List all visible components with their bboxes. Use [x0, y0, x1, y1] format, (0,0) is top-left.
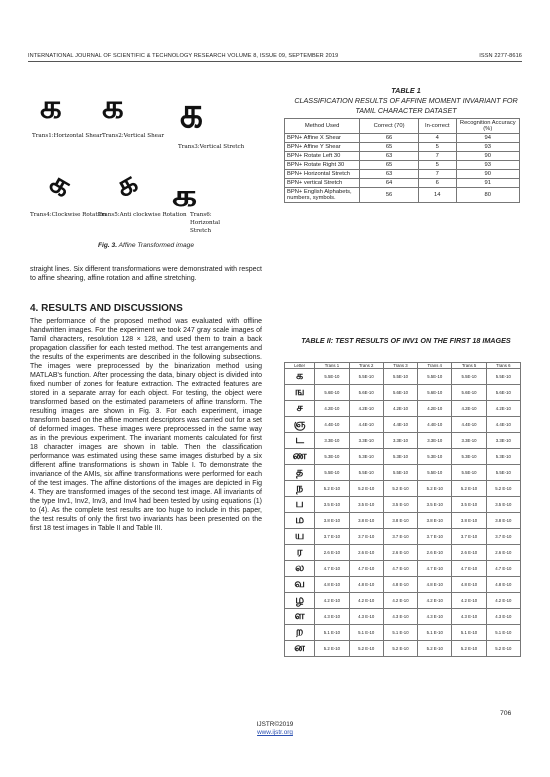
value-cell: 90: [456, 152, 519, 161]
table-row: [285, 481, 521, 497]
table-row: [285, 449, 521, 465]
moment-value-cell: 5.6E-10: [349, 385, 383, 401]
method-cell: BPN+ English Alphabets, numbers, symbols.: [285, 188, 360, 203]
moment-value-cell: 5.2 E-10: [315, 481, 349, 497]
moment-value-cell: 5.5E-10: [315, 369, 349, 385]
letter-cell: ம: [285, 513, 315, 529]
moment-value-cell: 5.2 E-10: [452, 481, 486, 497]
moment-value-cell: 2.6 E-10: [383, 545, 417, 561]
letter-cell: ஞ: [285, 417, 315, 433]
moment-value-cell: 4.2 E-10: [452, 593, 486, 609]
table-row: [285, 143, 520, 152]
table2-header-cell: Trans 2: [349, 363, 383, 369]
letter-cell: ங: [285, 385, 315, 401]
moment-value-cell: 5.1 E-10: [315, 625, 349, 641]
moment-value-cell: 5.2 E-10: [486, 641, 520, 657]
figure-affine-transformed: [30, 87, 262, 237]
moment-value-cell: 5.2 E-10: [452, 641, 486, 657]
moment-value-cell: 5.2 E-10: [418, 641, 452, 657]
moment-value-cell: 5.3E-10: [315, 449, 349, 465]
moment-value-cell: 5.1 E-10: [418, 625, 452, 641]
moment-value-cell: 5.2 E-10: [315, 641, 349, 657]
table-row: [285, 161, 520, 170]
moment-value-cell: 4.2 E-10: [418, 593, 452, 609]
letter-cell: ட: [285, 433, 315, 449]
moment-value-cell: 5.5E-10: [349, 465, 383, 481]
method-cell: BPN+ vertical Stretch: [285, 179, 360, 188]
moment-value-cell: 5.2 E-10: [349, 641, 383, 657]
moment-value-cell: 4.4E-10: [452, 417, 486, 433]
table2-header-cell: Trans 3: [383, 363, 417, 369]
letter-cell: ல: [285, 561, 315, 577]
table1-label: TABLE 1: [391, 86, 421, 95]
moment-value-cell: 3.8 E-10: [486, 513, 520, 529]
letter-cell: வ: [285, 577, 315, 593]
moment-value-cell: 5.5E-10: [315, 465, 349, 481]
moment-value-cell: 4.8 E-10: [315, 577, 349, 593]
letter-cell: ச: [285, 401, 315, 417]
moment-value-cell: 2.6 E-10: [486, 545, 520, 561]
running-header: [28, 53, 522, 59]
table-row: [285, 385, 521, 401]
page-footer: [0, 721, 550, 737]
header-rule: [28, 61, 522, 62]
moment-value-cell: 4.8 E-10: [418, 577, 452, 593]
moment-value-cell: 4.2E-10: [486, 401, 520, 417]
value-cell: 80: [456, 188, 519, 203]
moment-value-cell: 5.3E-10: [452, 449, 486, 465]
moment-value-cell: 5.1 E-10: [383, 625, 417, 641]
copyright: IJSTR©2019: [256, 721, 294, 728]
moment-value-cell: 5.6E-10: [383, 385, 417, 401]
moment-value-cell: 3.7 E-10: [486, 529, 520, 545]
figure-caption: [30, 242, 262, 249]
tamil-glyph-trans6: க: [172, 179, 198, 214]
value-cell: 6: [418, 179, 456, 188]
moment-value-cell: 5.5E-10: [486, 465, 520, 481]
value-cell: 94: [456, 134, 519, 143]
letter-cell: ண: [285, 449, 315, 465]
value-cell: 90: [456, 170, 519, 179]
letter-cell: த: [285, 465, 315, 481]
table2-header-cell: Trans 4: [418, 363, 452, 369]
label-clockwise-rotation: Trans4:Clockwise Rotation: [30, 212, 107, 218]
label-vertical-shear: Trans2:Vertical Shear: [102, 133, 164, 139]
table-row: [285, 513, 521, 529]
issn: ISSN 2277-8616: [479, 53, 522, 59]
moment-value-cell: 4.2E-10: [383, 401, 417, 417]
moment-value-cell: 3.5 E-10: [349, 497, 383, 513]
table2: [284, 362, 521, 657]
table-row: [285, 497, 521, 513]
moment-value-cell: 4.2E-10: [315, 401, 349, 417]
moment-value-cell: 5.3E-10: [486, 449, 520, 465]
letter-cell: ன: [285, 641, 315, 657]
moment-value-cell: 5.2 E-10: [349, 481, 383, 497]
moment-value-cell: 5.5E-10: [486, 369, 520, 385]
value-cell: 7: [418, 170, 456, 179]
value-cell: 4: [418, 134, 456, 143]
moment-value-cell: 5.6E-10: [315, 385, 349, 401]
value-cell: 93: [456, 143, 519, 152]
journal-url[interactable]: www.ijstr.org: [257, 729, 293, 736]
moment-value-cell: 3.3E-10: [349, 433, 383, 449]
label-anticlockwise-rotation: Trans5:Anti clockwise Rotation: [98, 212, 187, 218]
moment-value-cell: 5.2 E-10: [418, 481, 452, 497]
table-row: [285, 529, 521, 545]
table1-heading: [290, 86, 522, 116]
moment-value-cell: 5.6E-10: [418, 385, 452, 401]
moment-value-cell: 4.7 E-10: [418, 561, 452, 577]
table1-header-row: [285, 119, 520, 134]
moment-value-cell: 4.4E-10: [383, 417, 417, 433]
moment-value-cell: 4.4E-10: [349, 417, 383, 433]
value-cell: 93: [456, 161, 519, 170]
moment-value-cell: 4.2 E-10: [315, 593, 349, 609]
table-row: [285, 401, 521, 417]
moment-value-cell: 3.5 E-10: [452, 497, 486, 513]
moment-value-cell: 5.1 E-10: [349, 625, 383, 641]
moment-value-cell: 4.2E-10: [418, 401, 452, 417]
table-row: [285, 152, 520, 161]
letter-cell: ய: [285, 529, 315, 545]
label-vertical-stretch: Trans3:Vertical Stretch: [178, 144, 245, 150]
value-cell: 7: [418, 152, 456, 161]
moment-value-cell: 4.7 E-10: [486, 561, 520, 577]
moment-value-cell: 5.6E-10: [486, 385, 520, 401]
table-row: [285, 577, 521, 593]
moment-value-cell: 3.3E-10: [418, 433, 452, 449]
moment-value-cell: 5.5E-10: [452, 369, 486, 385]
value-cell: 65: [360, 143, 419, 152]
moment-value-cell: 3.3E-10: [383, 433, 417, 449]
table2-body: [285, 369, 521, 657]
moment-value-cell: 4.3 E-10: [383, 609, 417, 625]
figure-caption-text: Affine Transformed image: [118, 242, 195, 249]
moment-value-cell: 4.7 E-10: [452, 561, 486, 577]
value-cell: 5: [418, 143, 456, 152]
tamil-glyph-trans4: க: [43, 164, 78, 205]
table-row: [285, 593, 521, 609]
moment-value-cell: 5.3E-10: [349, 449, 383, 465]
moment-value-cell: 4.4E-10: [418, 417, 452, 433]
moment-value-cell: 2.6 E-10: [418, 545, 452, 561]
moment-value-cell: 3.8 E-10: [315, 513, 349, 529]
moment-value-cell: 4.7 E-10: [349, 561, 383, 577]
journal-title: INTERNATIONAL JOURNAL OF SCIENTIFIC & TECHNOLOGY RESEARCH VOLUME 8, ISSUE 09, SEPTEMBER 2019: [28, 53, 339, 59]
value-cell: 63: [360, 170, 419, 179]
table-row: [285, 625, 521, 641]
moment-value-cell: 4.7 E-10: [383, 561, 417, 577]
moment-value-cell: 2.6 E-10: [315, 545, 349, 561]
moment-value-cell: 4.2E-10: [349, 401, 383, 417]
table2-header-cell: Letter: [285, 363, 315, 369]
moment-value-cell: 5.2 E-10: [486, 481, 520, 497]
table1: [284, 118, 520, 203]
page-number: 706: [500, 710, 512, 717]
value-cell: 66: [360, 134, 419, 143]
moment-value-cell: 4.2E-10: [452, 401, 486, 417]
moment-value-cell: 4.8 E-10: [383, 577, 417, 593]
table1-header-cell: Method Used: [285, 119, 360, 134]
moment-value-cell: 3.8 E-10: [349, 513, 383, 529]
table2-header-cell: Trans 5: [452, 363, 486, 369]
table1-header-cell: In-correct: [418, 119, 456, 134]
value-cell: 63: [360, 152, 419, 161]
moment-value-cell: 3.8 E-10: [383, 513, 417, 529]
tamil-glyph-trans2: க: [102, 87, 124, 127]
moment-value-cell: 4.8 E-10: [349, 577, 383, 593]
moment-value-cell: 5.5E-10: [383, 465, 417, 481]
moment-value-cell: 5.5E-10: [418, 369, 452, 385]
moment-value-cell: 4.8 E-10: [452, 577, 486, 593]
table-row: [285, 369, 521, 385]
moment-value-cell: 5.1 E-10: [452, 625, 486, 641]
letter-cell: ற: [285, 625, 315, 641]
value-cell: 56: [360, 188, 419, 203]
moment-value-cell: 5.3E-10: [418, 449, 452, 465]
moment-value-cell: 3.7 E-10: [349, 529, 383, 545]
moment-value-cell: 3.3E-10: [315, 433, 349, 449]
value-cell: 5: [418, 161, 456, 170]
tamil-glyph-trans5: க: [109, 164, 144, 205]
moment-value-cell: 3.5 E-10: [315, 497, 349, 513]
table-row: [285, 641, 521, 657]
label-horizontal-shear: Trans1:Horizontal Shear: [32, 133, 103, 139]
tamil-glyph-trans3: க: [180, 87, 204, 138]
moment-value-cell: 3.3E-10: [452, 433, 486, 449]
moment-value-cell: 4.4E-10: [486, 417, 520, 433]
moment-value-cell: 5.5E-10: [383, 369, 417, 385]
moment-value-cell: 4.3 E-10: [418, 609, 452, 625]
method-cell: BPN+ Horizontal Stretch: [285, 170, 360, 179]
method-cell: BPN+ Affine X Shear: [285, 134, 360, 143]
paragraph-intro: straight lines. Six different transformations were demonstrated with respect to affine shearing, affine rotation and affine stretching.: [30, 266, 262, 282]
moment-value-cell: 3.5 E-10: [486, 497, 520, 513]
moment-value-cell: 4.2 E-10: [486, 593, 520, 609]
moment-value-cell: 4.2 E-10: [349, 593, 383, 609]
moment-value-cell: 3.5 E-10: [418, 497, 452, 513]
table-row: [285, 561, 521, 577]
table-row: [285, 545, 521, 561]
moment-value-cell: 2.6 E-10: [452, 545, 486, 561]
paragraph-results: The performance of the proposed method was evaluated with offline handwritten images. For the experiment we took 247 gray scale images of Tamil characters, resolution 128 × 128, and used them to train a back propagation classifier for each tested method. The test arrangements and the results of the experiments are described in the following subsections. The images were preprocessed by the binarization method using MATLAB's function. After processing the data, binary object is divided into fixed number of zones for feature extraction. The extracted features are stored in a separate array for each object. For testing, the object were transformed based on the estimated parameters of affine transform. The resulting images are shown in Fig. 3. For each experiment, image transform based on the affine moment descriptors was carried out for a set of deformed images. These images were preprocessed in the same way as in the previous experiment. The invariant moments calculated for first 18 character images are shown in table. Then the classification performance was estimated using these same images disturbed by a six different affine transformations is shown in Table I. To demonstrate the invariance of the AMIs, six affine transformations were performed for each of the test images. The affine distortions of the images are depicted in Fig 4. They are transformed images of the second test image. All invariants of the type Inv1, Inv2, Inv3, and Inv4 had been tested by using equations (1) to (4). As the complete test results are too huge to include in this paper, the test results of only the first two invariants has been presented on the first 18 test images in Table II and Table III.: [30, 318, 262, 532]
table2-header-cell: Trans 6: [486, 363, 520, 369]
moment-value-cell: 5.5E-10: [418, 465, 452, 481]
table2-header-cell: Trans 1: [315, 363, 349, 369]
table-row: [285, 433, 521, 449]
moment-value-cell: 5.1 E-10: [486, 625, 520, 641]
moment-value-cell: 3.7 E-10: [383, 529, 417, 545]
moment-value-cell: 4.3 E-10: [452, 609, 486, 625]
moment-value-cell: 5.2 E-10: [383, 641, 417, 657]
value-cell: 64: [360, 179, 419, 188]
moment-value-cell: 5.3E-10: [383, 449, 417, 465]
moment-value-cell: 3.3E-10: [486, 433, 520, 449]
letter-cell: ழ: [285, 593, 315, 609]
table2-title: TABLE II: TEST RESULTS OF INV1 ON THE FIRST 18 IMAGES: [301, 336, 511, 345]
table-row: [285, 170, 520, 179]
table-row: [285, 417, 521, 433]
moment-value-cell: 3.7 E-10: [452, 529, 486, 545]
letter-cell: ப: [285, 497, 315, 513]
moment-value-cell: 5.2 E-10: [383, 481, 417, 497]
moment-value-cell: 3.7 E-10: [418, 529, 452, 545]
moment-value-cell: 4.3 E-10: [349, 609, 383, 625]
moment-value-cell: 2.6 E-10: [349, 545, 383, 561]
moment-value-cell: 4.3 E-10: [486, 609, 520, 625]
moment-value-cell: 4.8 E-10: [486, 577, 520, 593]
table1-header-cell: Recognition Accuracy (%): [456, 119, 519, 134]
moment-value-cell: 5.5E-10: [452, 465, 486, 481]
method-cell: BPN+ Rotate Left 30: [285, 152, 360, 161]
moment-value-cell: 3.8 E-10: [418, 513, 452, 529]
moment-value-cell: 3.8 E-10: [452, 513, 486, 529]
letter-cell: ர: [285, 545, 315, 561]
moment-value-cell: 4.4E-10: [315, 417, 349, 433]
table-row: [285, 179, 520, 188]
table-row: [285, 134, 520, 143]
moment-value-cell: 4.7 E-10: [315, 561, 349, 577]
tamil-glyph-trans1: க: [40, 87, 62, 127]
table-row: [285, 609, 521, 625]
label-horizontal-stretch: Trans6: Horizontal Stretch: [190, 212, 220, 234]
value-cell: 91: [456, 179, 519, 188]
moment-value-cell: 4.3 E-10: [315, 609, 349, 625]
moment-value-cell: 3.7 E-10: [315, 529, 349, 545]
letter-cell: ந: [285, 481, 315, 497]
section-heading: 4. RESULTS AND DISCUSSIONS: [30, 303, 183, 314]
letter-cell: ள: [285, 609, 315, 625]
moment-value-cell: 3.5 E-10: [383, 497, 417, 513]
table1-header-cell: Correct (70): [360, 119, 419, 134]
table-row: [285, 465, 521, 481]
moment-value-cell: 5.6E-10: [452, 385, 486, 401]
moment-value-cell: 5.5E-10: [349, 369, 383, 385]
moment-value-cell: 4.2 E-10: [383, 593, 417, 609]
method-cell: BPN+ Rotate Right 30: [285, 161, 360, 170]
table-row: [285, 188, 520, 203]
figure-caption-label: Fig. 3.: [97, 242, 118, 249]
value-cell: 65: [360, 161, 419, 170]
letter-cell: க: [285, 369, 315, 385]
table1-title: CLASSIFICATION RESULTS OF AFFINE MOMENT INVARIANT FOR TAMIL CHARACTER DATASET: [294, 96, 518, 115]
method-cell: BPN+ Affine Y Shear: [285, 143, 360, 152]
value-cell: 14: [418, 188, 456, 203]
